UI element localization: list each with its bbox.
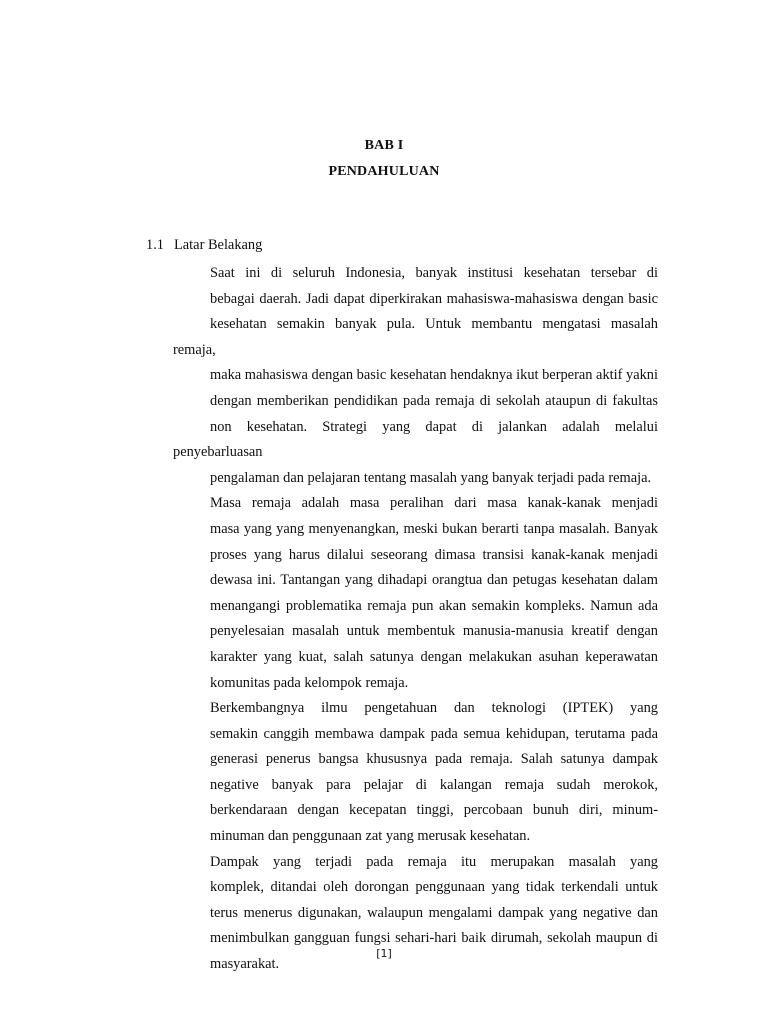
paragraph-1 xyxy=(173,261,658,491)
text-line: Masa remaja adalah masa peralihan dari masa kanak-kanak menjadi xyxy=(210,495,658,512)
text-line: dewasa ini. Tantangan yang dihadapi orangtua dan petugas kesehatan dalam xyxy=(210,572,658,589)
text-line: masa yang yang menyenangkan, meski bukan berarti tanpa masalah. Banyak xyxy=(210,520,658,537)
text-line: Berkembangnya ilmu pengetahuan dan teknologi (IPTEK) yang xyxy=(210,700,658,717)
text-line: berkendaraan dengan kecepatan tinggi, percobaan bunuh diri, minum- xyxy=(210,802,658,819)
paragraph-2 xyxy=(173,491,658,696)
text-line: penyelesaian masalah untuk membentuk manusia-manusia kreatif dengan xyxy=(210,623,658,640)
text-line: menimbulkan gangguan fungsi sehari-hari baik dirumah, sekolah maupun di xyxy=(210,930,658,947)
text-line: Saat ini di seluruh Indonesia, banyak institusi kesehatan tersebar di xyxy=(210,265,658,281)
body-text xyxy=(173,261,658,978)
text-line: dengan memberikan pendidikan pada remaja di sekolah ataupun di fakultas xyxy=(210,392,658,409)
text-line: masyarakat. xyxy=(210,956,280,973)
text-line: komplek, ditandai oleh dorongan penggunaan yang tidak terkendali untuk xyxy=(210,879,658,896)
paragraph-3 xyxy=(173,696,658,850)
chapter-label: BAB I xyxy=(364,138,404,153)
section-number: 1.1 xyxy=(146,237,164,253)
text-line: terus menerus digunakan, walaupun mengalami dampak yang negative dan xyxy=(210,904,658,921)
text-line: generasi penerus bangsa khususnya pada remaja. Salah satunya dampak xyxy=(210,751,658,768)
text-line: non kesehatan. Strategi yang dapat di jalankan adalah melalui penyebarluasan xyxy=(173,418,658,461)
text-line: minuman dan penggunaan zat yang merusak kesehatan. xyxy=(210,828,531,845)
text-line: proses yang harus dilalui seseorang dimasa transisi kanak-kanak menjadi xyxy=(210,546,658,563)
text-line: menangangi problematika remaja pun akan semakin kompleks. Namun ada xyxy=(210,597,658,614)
section-title: Latar Belakang xyxy=(174,237,263,253)
text-line: Dampak yang terjadi pada remaja itu merupakan masalah yang xyxy=(210,853,658,870)
text-line: pengalaman dan pelajaran tentang masalah yang banyak terjadi pada remaja. xyxy=(210,469,652,486)
section-heading xyxy=(146,236,262,254)
text-line: komunitas pada kelompok remaja. xyxy=(210,674,409,691)
text-line: kesehatan semakin banyak pula. Untuk membantu mengatasi masalah remaja, xyxy=(173,316,658,358)
text-line: maka mahasiswa dengan basic kesehatan hendaknya ikut berperan aktif yakni xyxy=(210,367,658,384)
text-line: negative banyak para pelajar di kalangan remaja sudah merokok, xyxy=(210,776,658,793)
text-line: karakter yang kuat, salah satunya dengan melakukan asuhan keperawatan xyxy=(210,648,658,665)
chapter-title: PENDAHULUAN xyxy=(328,164,440,179)
text-line: bebagai daerah. Jadi dapat diperkirakan mahasiswa-mahasiswa dengan basic xyxy=(210,290,658,307)
page-number: [1] xyxy=(376,947,392,960)
text-line: semakin canggih membawa dampak pada semua kehidupan, terutama pada xyxy=(210,725,658,742)
